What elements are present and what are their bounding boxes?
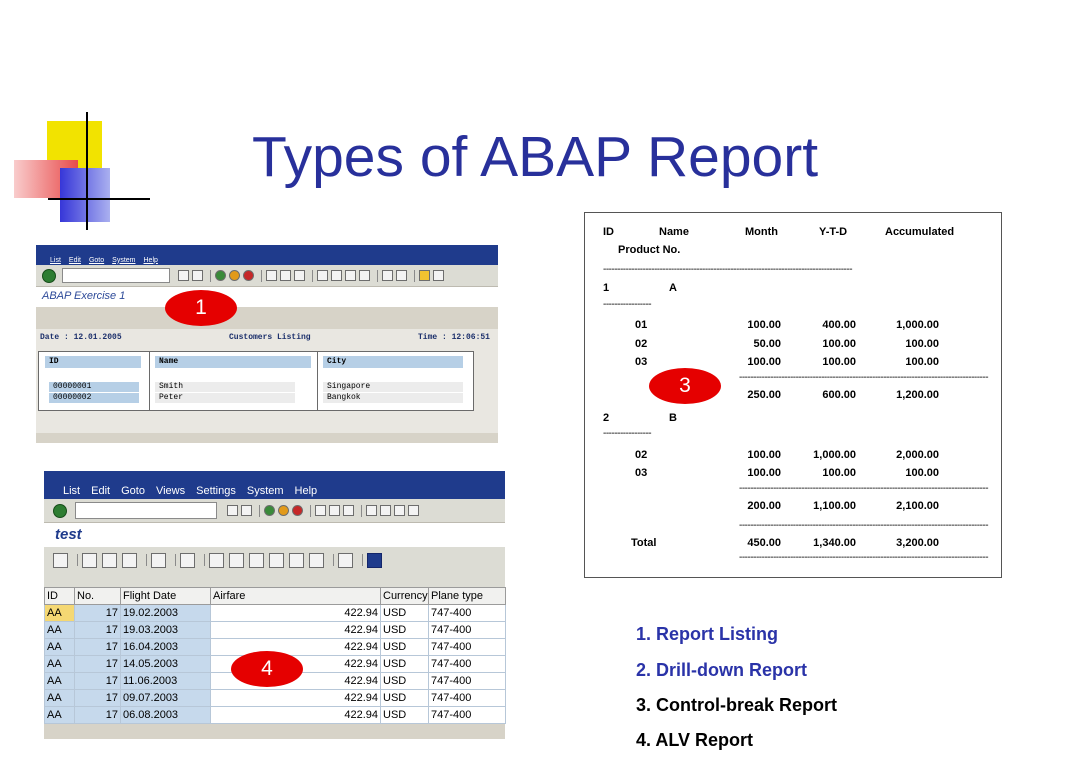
save-icon[interactable] [192, 270, 203, 281]
sort-ascending-icon[interactable] [82, 553, 97, 568]
subtotal-separator: ---------------------------------------------------------------------------------------- [739, 371, 989, 383]
find-next-icon[interactable] [294, 270, 305, 281]
find-next-icon[interactable] [343, 505, 354, 516]
cell-currency[interactable]: USD [381, 707, 429, 724]
value-month: 100.00 [747, 448, 781, 461]
value-month: 100.00 [747, 319, 781, 331]
alv-toolbar [44, 547, 505, 573]
total-underline: ---------------------------------------------------------------------------------------- [739, 552, 989, 563]
cell-airfare[interactable]: 422.94 [211, 656, 381, 673]
toolbar-separator [312, 270, 313, 282]
cell-airfare[interactable]: 422.94 [211, 707, 381, 724]
last-page-icon[interactable] [408, 505, 419, 516]
next-page-icon[interactable] [345, 270, 356, 281]
value-accumulated: 2,000.00 [896, 448, 939, 461]
total-label: Total [631, 537, 657, 549]
application-toolbar [36, 307, 498, 329]
find-icon[interactable] [280, 270, 291, 281]
sort-descending-icon[interactable] [102, 553, 117, 568]
value-ytd: 100.00 [822, 337, 856, 350]
total-separator: ---------------------------------------------------------------------------------------- [739, 519, 989, 531]
cell-flight-date[interactable]: 19.02.2003 [121, 605, 211, 622]
cell-no[interactable]: 17 [75, 605, 121, 622]
cell-id[interactable]: AA [45, 656, 75, 673]
cell-city[interactable]: Singapore [323, 382, 463, 392]
value-month: 100.00 [747, 356, 781, 368]
product-no: 02 [635, 337, 648, 350]
value-ytd: 400.00 [822, 319, 856, 331]
cell-name[interactable]: Smith [155, 382, 295, 392]
value-month: 200.00 [747, 500, 781, 512]
group-separator: ----------------- [603, 428, 652, 439]
cell-no[interactable]: 17 [75, 690, 121, 707]
column-divider [149, 352, 150, 410]
cell-flight-date[interactable]: 14.05.2003 [121, 656, 211, 673]
value-accumulated: 100.00 [905, 467, 939, 479]
local-file-icon[interactable] [269, 553, 284, 568]
menu-goto[interactable]: Goto [88, 256, 105, 264]
layout-icon[interactable] [433, 270, 444, 281]
header-name: Name [659, 226, 689, 238]
enter-icon[interactable] [53, 504, 67, 518]
value-month: 250.00 [747, 389, 781, 401]
toolbar-separator [210, 270, 211, 282]
menu-help[interactable]: Help [294, 485, 318, 497]
menu-system[interactable]: System [112, 256, 136, 264]
cell-plane-type[interactable]: 747-400 [429, 605, 506, 622]
toolbar-separator [362, 554, 363, 566]
menu-help[interactable]: Help [143, 256, 158, 264]
cell-flight-date[interactable]: 06.08.2003 [121, 707, 211, 724]
cell-no[interactable]: 17 [75, 639, 121, 656]
report-date: Date : 12.01.2005 [40, 333, 122, 342]
column-header-no[interactable]: No. [75, 588, 121, 605]
header-ytd: Y-T-D [819, 226, 848, 238]
cell-currency[interactable]: USD [381, 639, 429, 656]
cell-currency[interactable]: USD [381, 690, 429, 707]
value-ytd: 1,100.00 [813, 500, 856, 512]
cell-city[interactable]: Bangkok [323, 393, 463, 403]
header-product-no: Product No. [618, 244, 681, 256]
print-icon[interactable] [315, 505, 326, 516]
toolbar-separator [333, 554, 334, 566]
cell-plane-type[interactable]: 747-400 [429, 690, 506, 707]
toolbar-separator [361, 505, 362, 517]
back-icon[interactable] [178, 270, 189, 281]
value-accumulated: 2,100.00 [896, 500, 939, 512]
exit-icon[interactable] [278, 505, 289, 516]
back-nav-icon[interactable] [215, 270, 226, 281]
cell-currency[interactable]: USD [381, 673, 429, 690]
menu-list[interactable]: List [50, 256, 61, 264]
window-titlebar [36, 245, 498, 255]
first-page-icon[interactable] [317, 270, 328, 281]
column-header-name: Name [155, 356, 311, 368]
value-ytd: 100.00 [822, 467, 856, 479]
value-ytd: 1,000.00 [813, 448, 856, 461]
window-titlebar [44, 471, 505, 483]
alv-report-window [44, 471, 505, 739]
report-time: Time : 12:06:51 [417, 333, 490, 342]
cell-id[interactable]: AA [45, 673, 75, 690]
menu-settings[interactable]: Settings [196, 485, 236, 497]
enter-icon[interactable] [42, 269, 56, 283]
value-accumulated: 100.00 [905, 337, 939, 350]
cell-id[interactable]: AA [45, 605, 75, 622]
cell-airfare[interactable]: 422.94 [211, 605, 381, 622]
cell-plane-type[interactable]: 747-400 [429, 707, 506, 724]
product-no: 01 [635, 319, 648, 331]
cell-no[interactable]: 17 [75, 656, 121, 673]
save-icon[interactable] [241, 505, 252, 516]
program-title: test [44, 523, 505, 547]
value-accumulated: 1,000.00 [896, 319, 939, 331]
cell-no[interactable]: 17 [75, 707, 121, 724]
legend-report-listing: 1. Report Listing [636, 624, 779, 644]
value-ytd: 600.00 [822, 389, 856, 401]
toolbar-separator [261, 270, 262, 282]
cell-plane-type[interactable]: 747-400 [429, 673, 506, 690]
group-id: 1 [603, 282, 610, 294]
header-id: ID [603, 226, 614, 238]
table-row[interactable] [45, 690, 506, 707]
slide-title: Types of ABAP Report [251, 125, 819, 189]
value-month: 450.00 [747, 537, 781, 549]
standard-toolbar [36, 265, 498, 287]
cell-flight-date[interactable]: 19.03.2003 [121, 622, 211, 639]
back-icon[interactable] [227, 505, 238, 516]
previous-page-icon[interactable] [380, 505, 391, 516]
menu-goto[interactable]: Goto [121, 485, 145, 497]
cell-flight-date[interactable]: 16.04.2003 [121, 639, 211, 656]
cell-airfare[interactable]: 422.94 [211, 673, 381, 690]
abc-analysis-icon[interactable] [289, 553, 304, 568]
cell-id[interactable]: AA [45, 639, 75, 656]
value-accumulated: 1,200.00 [896, 389, 939, 401]
details-icon[interactable] [53, 553, 68, 568]
value-accumulated: 3,200.00 [896, 537, 939, 549]
value-ytd: 100.00 [822, 356, 856, 368]
menu-system[interactable]: System [246, 485, 284, 497]
menu-edit[interactable]: Edit [68, 256, 81, 264]
mail-icon[interactable] [229, 553, 244, 568]
create-session-icon[interactable] [382, 270, 393, 281]
total-icon[interactable] [151, 553, 166, 568]
badge-3: 3 [649, 368, 721, 404]
toolbar-separator [310, 505, 311, 517]
table-row[interactable] [45, 707, 506, 724]
export-spreadsheet-icon[interactable] [209, 553, 224, 568]
cell-name[interactable]: Peter [155, 393, 295, 403]
program-title: ABAP Exercise 1 [36, 287, 498, 307]
logo-horizontal-line [48, 198, 150, 200]
previous-page-icon[interactable] [331, 270, 342, 281]
toolbar-separator [414, 270, 415, 282]
find-icon[interactable] [329, 505, 340, 516]
last-page-icon[interactable] [359, 270, 370, 281]
print-icon[interactable] [266, 270, 277, 281]
next-page-icon[interactable] [394, 505, 405, 516]
column-header-id[interactable]: ID [45, 588, 75, 605]
group-name: A [669, 282, 677, 294]
standard-toolbar [44, 499, 505, 523]
cell-id[interactable]: AA [45, 707, 75, 724]
toolbar-separator [377, 270, 378, 282]
graphic-icon[interactable] [309, 553, 324, 568]
cell-id[interactable]: AA [45, 690, 75, 707]
column-header-airfare[interactable]: Airfare [211, 588, 381, 605]
cell-flight-date[interactable]: 09.07.2003 [121, 690, 211, 707]
product-no: 02 [635, 448, 648, 461]
menu-bar [44, 483, 505, 499]
slide-logo [0, 0, 150, 235]
column-header-id: ID [45, 356, 141, 368]
change-layout-icon[interactable] [338, 553, 353, 568]
command-field[interactable] [75, 502, 217, 519]
cell-currency[interactable]: USD [381, 605, 429, 622]
cell-no[interactable]: 17 [75, 673, 121, 690]
shortcut-icon[interactable] [396, 270, 407, 281]
value-month: 100.00 [747, 467, 781, 479]
column-header-city: City [323, 356, 463, 368]
menu-edit[interactable]: Edit [91, 485, 111, 497]
cell-no[interactable]: 17 [75, 622, 121, 639]
first-page-icon[interactable] [366, 505, 377, 516]
cell-plane-type[interactable]: 747-400 [429, 656, 506, 673]
column-header-currency[interactable]: Currency [381, 588, 429, 605]
value-accumulated: 100.00 [905, 356, 939, 368]
subtotal-separator: ---------------------------------------------------------------------------------------- [739, 482, 989, 494]
toolbar-separator [175, 554, 176, 566]
legend-control-break-report: 3. Control-break Report [636, 695, 838, 715]
value-ytd: 1,340.00 [813, 537, 856, 549]
cancel-icon[interactable] [243, 270, 254, 281]
cell-airfare[interactable]: 422.94 [211, 690, 381, 707]
word-processing-icon[interactable] [249, 553, 264, 568]
cell-plane-type[interactable]: 747-400 [429, 622, 506, 639]
column-header-plane-type[interactable]: Plane type [429, 588, 506, 605]
toolbar-separator [259, 505, 260, 517]
report-header [40, 333, 490, 342]
cell-id[interactable]: AA [45, 622, 75, 639]
cancel-icon[interactable] [292, 505, 303, 516]
customers-grid [38, 351, 474, 411]
print-preview-icon[interactable] [180, 553, 195, 568]
header-month: Month [745, 226, 778, 238]
grid-header-row [45, 588, 506, 605]
filter-icon[interactable] [122, 553, 137, 568]
legend-alv-report: 4. ALV Report [636, 730, 754, 750]
badge-4: 4 [231, 651, 303, 687]
cell-airfare[interactable]: 422.94 [211, 622, 381, 639]
info-icon[interactable] [367, 553, 382, 568]
control-break-report [584, 212, 1002, 578]
group-id: 2 [603, 411, 610, 424]
cell-flight-date[interactable]: 11.06.2003 [121, 673, 211, 690]
cell-currency[interactable]: USD [381, 622, 429, 639]
cell-currency[interactable]: USD [381, 656, 429, 673]
back-nav-icon[interactable] [264, 505, 275, 516]
group-name: B [669, 411, 677, 424]
badge-1: 1 [165, 290, 237, 326]
toolbar-separator [204, 554, 205, 566]
help-icon[interactable] [419, 270, 430, 281]
column-divider [317, 352, 318, 410]
column-header-flight-date[interactable]: Flight Date [121, 588, 211, 605]
toolbar-separator [146, 554, 147, 566]
command-field[interactable] [62, 268, 170, 283]
product-no: 03 [635, 356, 648, 368]
menu-views[interactable]: Views [155, 485, 186, 497]
separator-line: ---------------------------------------------------------------------------------------- [603, 264, 853, 275]
report-listing-window [36, 245, 498, 443]
toolbar-separator [77, 554, 78, 566]
cell-plane-type[interactable]: 747-400 [429, 639, 506, 656]
product-no: 03 [635, 467, 648, 479]
cell-id[interactable]: 00000002 [49, 393, 139, 403]
cell-id[interactable]: 00000001 [49, 382, 139, 392]
legend-drill-down-report: 2. Drill-down Report [636, 660, 807, 680]
table-row[interactable] [45, 622, 506, 639]
table-row[interactable] [45, 605, 506, 622]
menu-bar [36, 255, 498, 265]
exit-icon[interactable] [229, 270, 240, 281]
value-month: 50.00 [753, 337, 781, 350]
list-output [36, 329, 498, 433]
header-accumulated: Accumulated [885, 226, 955, 238]
report-name: Customers Listing [228, 333, 311, 342]
grid-spacer [44, 573, 505, 587]
menu-list[interactable]: List [63, 485, 81, 497]
group-separator: ----------------- [603, 298, 652, 310]
cell-airfare[interactable]: 422.94 [211, 639, 381, 656]
